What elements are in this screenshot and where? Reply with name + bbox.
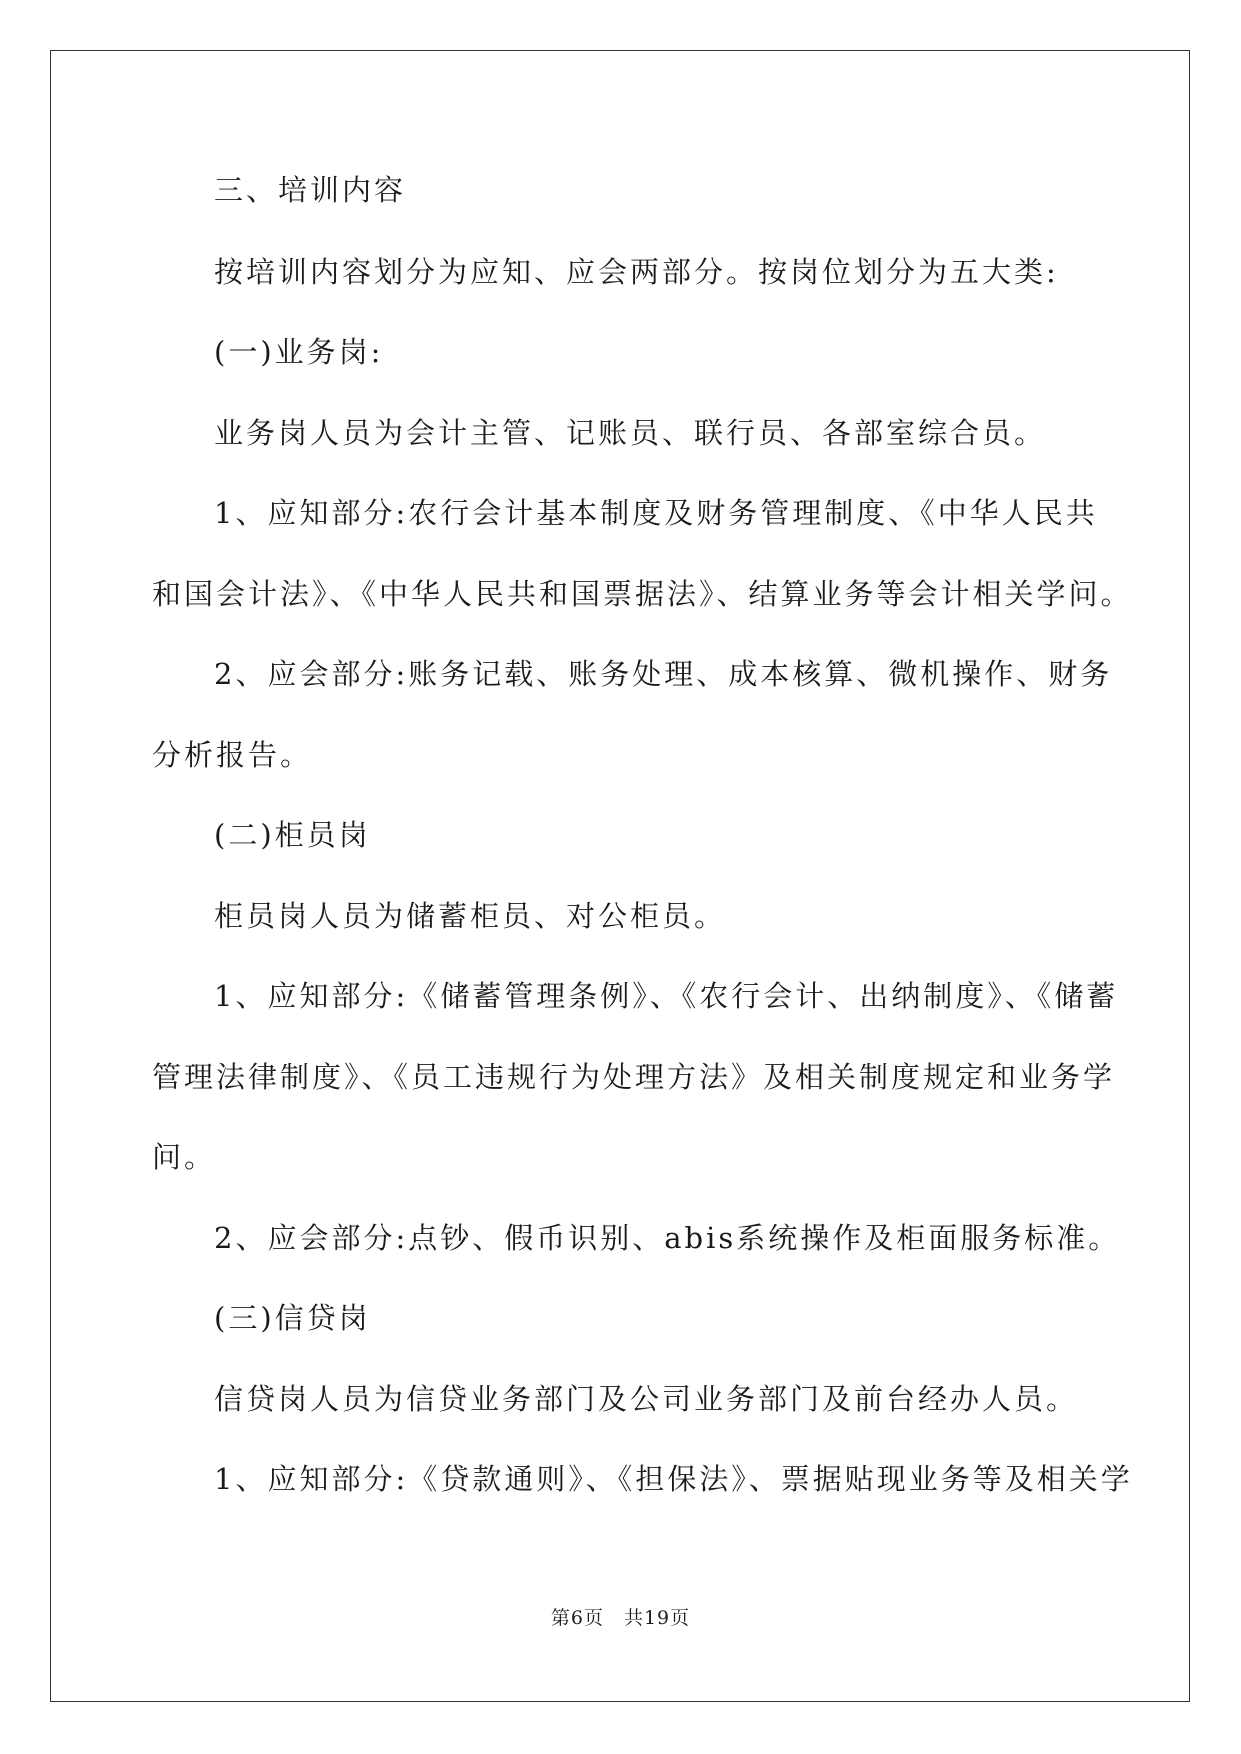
subsection-heading-business-post: (一)业务岗: xyxy=(214,335,384,369)
section-heading-training-content: 三、培训内容 xyxy=(214,173,407,207)
paragraph-line: 1、应知部分:农行会计基本制度及财务管理制度、《中华人民共 xyxy=(214,496,1098,530)
paragraph-line: 管理法律制度》、《员工违规行为处理方法》及相关制度规定和业务学 xyxy=(152,1060,1116,1094)
paragraph-line: 信贷岗人员为信贷业务部门及公司业务部门及前台经办人员。 xyxy=(214,1382,1079,1416)
page-border xyxy=(50,50,1190,1702)
paragraph-line: 按培训内容划分为应知、应会两部分。按岗位划分为五大类: xyxy=(214,255,1059,289)
paragraph-line: 分析报告。 xyxy=(152,738,313,772)
paragraph-line: 业务岗人员为会计主管、记账员、联行员、各部室综合员。 xyxy=(214,416,1047,450)
page-total: 共19页 xyxy=(623,1607,691,1629)
paragraph-line: 问。 xyxy=(152,1140,217,1174)
subsection-heading-credit-post: (三)信贷岗 xyxy=(214,1301,371,1335)
page-footer xyxy=(0,1603,1241,1630)
paragraph-line: 2、应会部分:点钞、假币识别、abis系统操作及柜面服务标准。 xyxy=(214,1221,1121,1255)
paragraph-line: 柜员岗人员为储蓄柜员、对公柜员。 xyxy=(214,899,727,933)
paragraph-line: 2、应会部分:账务记载、账务处理、成本核算、微机操作、财务 xyxy=(214,657,1113,691)
page-number: 第6页 xyxy=(550,1607,604,1629)
paragraph-line: 1、应知部分:《储蓄管理条例》、《农行会计、出纳制度》、《储蓄 xyxy=(214,979,1119,1013)
paragraph-line: 1、应知部分:《贷款通则》、《担保法》、票据贴现业务等及相关学 xyxy=(214,1462,1133,1496)
subsection-heading-teller-post: (二)柜员岗 xyxy=(214,818,371,852)
paragraph-line: 和国会计法》、《中华人民共和国票据法》、结算业务等会计相关学问。 xyxy=(152,577,1133,611)
